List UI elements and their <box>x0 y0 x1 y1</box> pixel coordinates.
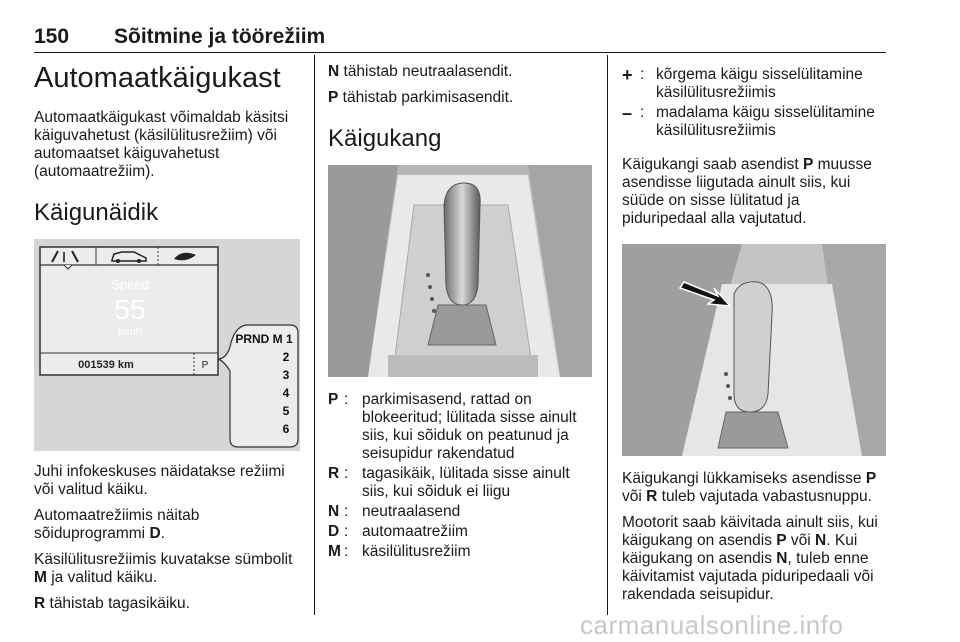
paragraph: Käigukangi saab asendist P muusse asendisse liigutada ainult siis, kui süüde on sisse lülitatud ja piduripedaal alla vajutatud. <box>622 156 872 227</box>
watermark: carmanualsonline.info <box>580 610 844 640</box>
column-2 <box>328 63 594 563</box>
list-item: – : madalama käigu sisselülitamine käsilülitusrežiimis <box>622 103 875 139</box>
paragraph: Mootorit saab käivitada ainult siis, kui käigukang on asendis P või N. Kui käigukang on asendis N, tuleb enne käivitamist vajutada piduripedaali või rakendada seisupidur. <box>622 514 878 603</box>
paragraph: Käigukangi lükkamiseks asendisse P või R tuleb vajutada vabastusnuppu. <box>622 470 877 505</box>
gear-sequence: PRND M 1 <box>235 332 293 346</box>
speed-unit: km/h <box>118 326 142 338</box>
paragraph: Automaatrežiimis näitab sõiduprogrammi D. <box>34 507 200 542</box>
minus-icon: – <box>622 103 633 123</box>
plus-icon: + <box>622 65 633 85</box>
paragraph: R tähistab tagasikäiku. <box>34 595 190 612</box>
list-item: + : kõrgema käigu sisselülitamine käsilülitusrežiimis <box>622 65 863 101</box>
speed-label: Speed <box>111 277 149 292</box>
paragraph: Juhi infokeskuses näidatakse režiimi või valitud käiku. <box>34 463 285 498</box>
gear-indicator-figure <box>34 239 300 451</box>
page-title: Automaatkäigukast <box>34 62 281 94</box>
list-item: N : neutraalasend <box>328 503 461 520</box>
gear-position-list <box>328 391 594 561</box>
list-item: D : automaatrežiim <box>328 523 468 540</box>
column-1 <box>34 55 300 621</box>
list-item: R : tagasikäik, lülitada sisse ainult siis, kui sõiduk ei liigu <box>328 465 570 500</box>
column-divider <box>607 55 608 615</box>
column-3 <box>622 66 888 612</box>
speed-value: 55 <box>114 294 146 325</box>
gear-number: 2 <box>282 350 290 364</box>
gear-number: 5 <box>282 404 290 418</box>
gear-lever-photo <box>328 165 592 377</box>
gear-number: 3 <box>282 368 290 382</box>
column-divider <box>314 55 315 615</box>
running-head: Sõitmine ja töörežiim <box>114 25 326 48</box>
page-header <box>34 22 886 53</box>
list-item: P : parkimisasend, rattad on blokeeritud; lülitada sisse ainult siis, kui sõiduk on peatunud ja seisupidur rakendatud <box>328 391 577 462</box>
intro-paragraph: Automaatkäigukast võimaldab käsitsi käiguvahetust (käsilülitusrežiim) või automaatset käiguvahetust (automaatrežiim). <box>34 109 289 180</box>
page-number: 150 <box>34 25 70 48</box>
release-button-photo <box>622 244 886 456</box>
list-item: M : käsilülitusrežiim <box>328 543 471 560</box>
section-title-indicator: Käigunäidik <box>34 199 159 226</box>
section-title-lever: Käigukang <box>328 125 442 152</box>
paragraph: P tähistab parkimisasendit. <box>328 89 514 106</box>
paragraph: N tähistab neutraalasendit. <box>328 63 513 80</box>
odometer-readout: 001539 km <box>78 359 134 371</box>
gear-number: 4 <box>282 386 290 400</box>
paragraph: Käsilülitusrežiimis kuvatakse sümbolit M ja valitud käiku. <box>34 551 293 586</box>
gear-small: P <box>201 360 209 371</box>
gear-number: 6 <box>282 422 290 436</box>
